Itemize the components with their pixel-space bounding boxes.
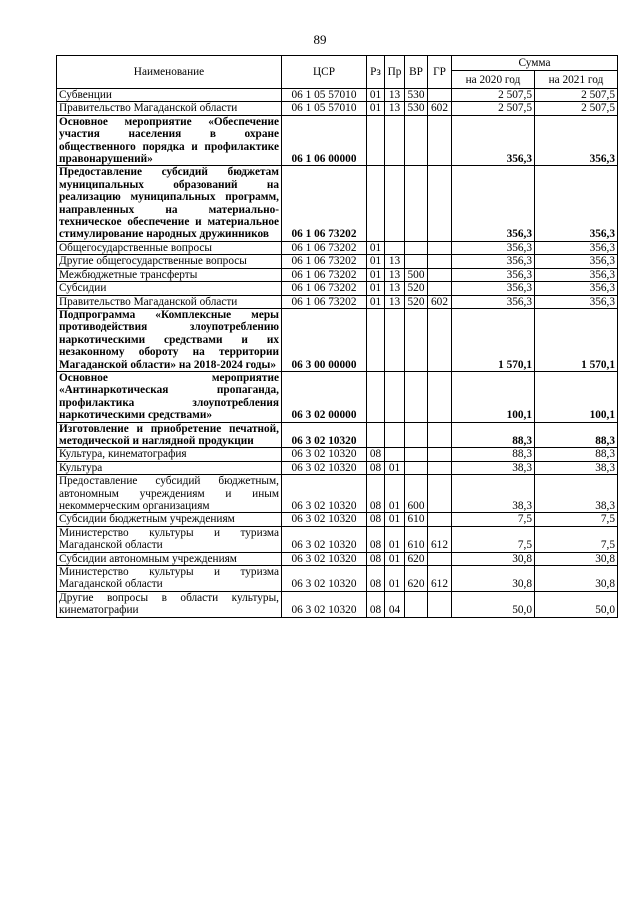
row-sum-2020: 7,5 <box>452 526 535 552</box>
row-rz: 01 <box>367 89 385 102</box>
row-name: Подпрограмма «Комплексные меры противодействия злоупотреблению наркотическими средствами и их незаконному обороту на территории Магаданской области» на 2018-2024 годы» <box>57 308 282 371</box>
row-rz: 08 <box>367 591 385 617</box>
row-sum-2021: 356,3 <box>535 241 618 254</box>
table-row <box>57 475 618 513</box>
row-sum-2020: 30,8 <box>452 552 535 565</box>
row-sum-2020: 88,3 <box>452 448 535 461</box>
row-gr <box>428 475 452 513</box>
row-vr: 620 <box>405 566 428 592</box>
row-csr: 06 1 06 00000 <box>282 115 367 166</box>
row-sum-2021: 356,3 <box>535 115 618 166</box>
row-pr: 13 <box>385 282 405 295</box>
header-csr: ЦСР <box>282 56 367 89</box>
table-row <box>57 295 618 308</box>
row-rz: 08 <box>367 513 385 526</box>
row-vr: 530 <box>405 89 428 102</box>
row-rz: 01 <box>367 268 385 281</box>
row-gr <box>428 371 452 422</box>
row-csr: 06 3 02 10320 <box>282 552 367 565</box>
row-pr <box>385 448 405 461</box>
row-sum-2020: 356,3 <box>452 255 535 268</box>
row-sum-2021: 88,3 <box>535 448 618 461</box>
row-csr: 06 3 02 10320 <box>282 526 367 552</box>
header-pr: Пр <box>385 56 405 89</box>
row-name: Другие вопросы в области культуры, кинематографии <box>57 591 282 617</box>
row-sum-2021: 7,5 <box>535 526 618 552</box>
row-sum-2021: 2 507,5 <box>535 89 618 102</box>
row-name: Культура <box>57 461 282 474</box>
row-rz <box>367 308 385 371</box>
row-sum-2020: 7,5 <box>452 513 535 526</box>
row-sum-2020: 50,0 <box>452 591 535 617</box>
row-gr <box>428 308 452 371</box>
row-gr <box>428 166 452 241</box>
header-year-2021: на 2021 год <box>535 71 618 89</box>
table-row <box>57 115 618 166</box>
row-vr: 610 <box>405 526 428 552</box>
row-sum-2020: 356,3 <box>452 241 535 254</box>
row-csr: 06 3 02 10320 <box>282 422 367 448</box>
table-row <box>57 282 618 295</box>
row-sum-2020: 38,3 <box>452 475 535 513</box>
row-sum-2021: 38,3 <box>535 475 618 513</box>
header-rz: Рз <box>367 56 385 89</box>
row-csr: 06 3 02 10320 <box>282 475 367 513</box>
row-vr <box>405 422 428 448</box>
table-row <box>57 566 618 592</box>
row-csr: 06 3 02 10320 <box>282 591 367 617</box>
table-body <box>57 89 618 618</box>
row-sum-2020: 356,3 <box>452 166 535 241</box>
row-csr: 06 1 06 73202 <box>282 268 367 281</box>
row-vr <box>405 308 428 371</box>
row-gr <box>428 461 452 474</box>
row-rz <box>367 371 385 422</box>
row-vr <box>405 255 428 268</box>
row-name: Субсидии <box>57 282 282 295</box>
row-pr: 13 <box>385 102 405 115</box>
row-name: Правительство Магаданской области <box>57 102 282 115</box>
row-name: Предоставление субсидий бюджетным, автономным учреждениям и иным некоммерческим организациям <box>57 475 282 513</box>
row-gr <box>428 115 452 166</box>
row-pr: 13 <box>385 255 405 268</box>
table-row <box>57 371 618 422</box>
row-sum-2021: 100,1 <box>535 371 618 422</box>
row-sum-2020: 2 507,5 <box>452 89 535 102</box>
row-sum-2020: 356,3 <box>452 268 535 281</box>
row-rz: 08 <box>367 448 385 461</box>
table-row <box>57 461 618 474</box>
row-csr: 06 1 06 73202 <box>282 282 367 295</box>
row-csr: 06 1 05 57010 <box>282 102 367 115</box>
row-gr <box>428 255 452 268</box>
row-csr: 06 1 05 57010 <box>282 89 367 102</box>
row-vr <box>405 591 428 617</box>
row-pr: 01 <box>385 566 405 592</box>
row-sum-2020: 356,3 <box>452 295 535 308</box>
row-vr <box>405 166 428 241</box>
row-rz: 08 <box>367 475 385 513</box>
row-pr: 01 <box>385 513 405 526</box>
row-csr: 06 3 02 10320 <box>282 461 367 474</box>
row-vr <box>405 448 428 461</box>
row-gr <box>428 241 452 254</box>
table-row <box>57 166 618 241</box>
row-sum-2021: 50,0 <box>535 591 618 617</box>
header-name: Наименование <box>57 56 282 89</box>
row-sum-2021: 356,3 <box>535 282 618 295</box>
row-gr <box>428 513 452 526</box>
page-number: 89 <box>313 32 327 47</box>
row-sum-2021: 1 570,1 <box>535 308 618 371</box>
row-rz <box>367 115 385 166</box>
row-sum-2021: 38,3 <box>535 461 618 474</box>
row-gr: 602 <box>428 102 452 115</box>
row-name: Основное мероприятие «Антинаркотическая пропаганда, профилактика злоупотребления наркотическими средствами» <box>57 371 282 422</box>
table-row <box>57 255 618 268</box>
row-pr: 01 <box>385 461 405 474</box>
row-vr: 620 <box>405 552 428 565</box>
row-gr <box>428 89 452 102</box>
row-rz: 01 <box>367 295 385 308</box>
row-name: Общегосударственные вопросы <box>57 241 282 254</box>
row-pr: 13 <box>385 295 405 308</box>
budget-table <box>56 55 618 618</box>
row-rz: 01 <box>367 241 385 254</box>
row-vr: 520 <box>405 295 428 308</box>
row-name: Субвенции <box>57 89 282 102</box>
row-pr <box>385 422 405 448</box>
row-name: Культура, кинематография <box>57 448 282 461</box>
row-sum-2020: 88,3 <box>452 422 535 448</box>
row-vr <box>405 371 428 422</box>
row-sum-2020: 38,3 <box>452 461 535 474</box>
row-name: Субсидии бюджетным учреждениям <box>57 513 282 526</box>
row-sum-2020: 1 570,1 <box>452 308 535 371</box>
header-year-2020: на 2020 год <box>452 71 535 89</box>
row-name: Основное мероприятие «Обеспечение участия населения в охране общественного порядка и профилактике правонарушений» <box>57 115 282 166</box>
row-rz: 01 <box>367 102 385 115</box>
header-gr: ГР <box>428 56 452 89</box>
row-sum-2021: 356,3 <box>535 166 618 241</box>
row-sum-2021: 30,8 <box>535 566 618 592</box>
row-pr: 13 <box>385 268 405 281</box>
row-csr: 06 1 06 73202 <box>282 255 367 268</box>
row-pr: 04 <box>385 591 405 617</box>
table-row <box>57 308 618 371</box>
table-row <box>57 102 618 115</box>
row-gr <box>428 422 452 448</box>
table-row <box>57 591 618 617</box>
row-rz <box>367 166 385 241</box>
row-csr: 06 1 06 73202 <box>282 166 367 241</box>
row-name: Изготовление и приобретение печатной, методической и наглядной продукции <box>57 422 282 448</box>
table-row <box>57 241 618 254</box>
row-gr <box>428 268 452 281</box>
row-gr: 612 <box>428 566 452 592</box>
row-gr <box>428 282 452 295</box>
row-name: Министерство культуры и туризма Магаданской области <box>57 526 282 552</box>
table-row <box>57 526 618 552</box>
row-csr: 06 1 06 73202 <box>282 241 367 254</box>
row-sum-2020: 100,1 <box>452 371 535 422</box>
row-gr: 612 <box>428 526 452 552</box>
row-name: Министерство культуры и туризма Магаданской области <box>57 566 282 592</box>
row-sum-2021: 356,3 <box>535 255 618 268</box>
row-vr: 520 <box>405 282 428 295</box>
row-name: Предоставление субсидий бюджетам муниципальных образований на реализацию муниципальных программ, направленных на материально-техническое обеспечение и материальное стимулирование народных дружинников <box>57 166 282 241</box>
row-sum-2021: 356,3 <box>535 268 618 281</box>
row-csr: 06 3 02 10320 <box>282 513 367 526</box>
row-sum-2021: 88,3 <box>535 422 618 448</box>
row-sum-2020: 356,3 <box>452 282 535 295</box>
row-pr <box>385 115 405 166</box>
header-vr: ВР <box>405 56 428 89</box>
row-vr <box>405 461 428 474</box>
row-rz: 08 <box>367 552 385 565</box>
row-csr: 06 3 02 10320 <box>282 448 367 461</box>
row-rz: 08 <box>367 566 385 592</box>
row-gr <box>428 591 452 617</box>
row-name: Субсидии автономным учреждениям <box>57 552 282 565</box>
row-sum-2020: 30,8 <box>452 566 535 592</box>
row-csr: 06 3 00 00000 <box>282 308 367 371</box>
row-pr: 01 <box>385 526 405 552</box>
row-sum-2020: 356,3 <box>452 115 535 166</box>
row-sum-2021: 356,3 <box>535 295 618 308</box>
row-vr: 530 <box>405 102 428 115</box>
row-rz: 01 <box>367 255 385 268</box>
row-pr: 01 <box>385 475 405 513</box>
row-pr <box>385 371 405 422</box>
row-sum-2021: 7,5 <box>535 513 618 526</box>
row-pr <box>385 241 405 254</box>
row-gr <box>428 552 452 565</box>
row-vr <box>405 115 428 166</box>
row-gr: 602 <box>428 295 452 308</box>
row-name: Другие общегосударственные вопросы <box>57 255 282 268</box>
row-vr: 610 <box>405 513 428 526</box>
row-rz: 08 <box>367 526 385 552</box>
row-sum-2020: 2 507,5 <box>452 102 535 115</box>
row-vr: 600 <box>405 475 428 513</box>
row-name: Правительство Магаданской области <box>57 295 282 308</box>
row-pr <box>385 166 405 241</box>
row-name: Межбюджетные трансферты <box>57 268 282 281</box>
row-rz: 01 <box>367 282 385 295</box>
table-row <box>57 268 618 281</box>
table-row <box>57 513 618 526</box>
table-row <box>57 448 618 461</box>
row-sum-2021: 30,8 <box>535 552 618 565</box>
row-rz <box>367 422 385 448</box>
row-pr: 13 <box>385 89 405 102</box>
row-sum-2021: 2 507,5 <box>535 102 618 115</box>
row-rz: 08 <box>367 461 385 474</box>
row-csr: 06 1 06 73202 <box>282 295 367 308</box>
row-csr: 06 3 02 10320 <box>282 566 367 592</box>
row-vr <box>405 241 428 254</box>
table-row <box>57 89 618 102</box>
table-row <box>57 552 618 565</box>
table-row <box>57 422 618 448</box>
header-sum: Сумма <box>452 56 618 71</box>
row-csr: 06 3 02 00000 <box>282 371 367 422</box>
row-vr: 500 <box>405 268 428 281</box>
row-pr <box>385 308 405 371</box>
row-pr: 01 <box>385 552 405 565</box>
row-gr <box>428 448 452 461</box>
